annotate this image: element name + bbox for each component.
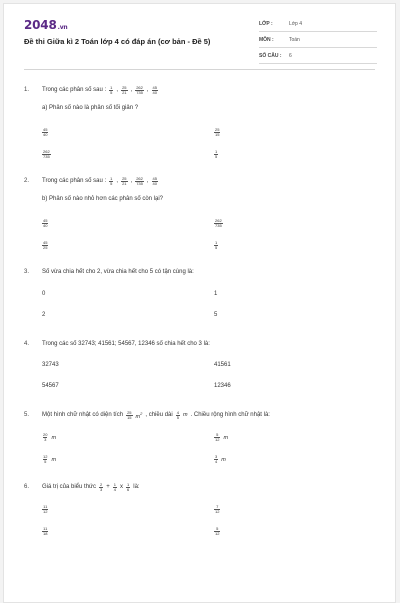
stem-text: Một hình chữ nhật có diện tích	[42, 412, 124, 418]
answer-option-a[interactable]	[42, 219, 48, 228]
meta-value: Toán	[289, 36, 300, 43]
header	[4, 4, 395, 70]
answer-option-d[interactable]	[214, 383, 231, 389]
answer-option-c[interactable]	[42, 241, 48, 250]
numerator: 20	[43, 432, 48, 437]
denominator: 6	[127, 486, 130, 492]
answer-option-d[interactable]	[214, 455, 226, 464]
answer-option-c[interactable]	[42, 383, 59, 389]
question-text: Giá trị của biểu thức $\frac{2}{3}$ + $\frac{1}{4}$ x $\frac{1}{6}$ là:	[42, 481, 140, 492]
meta-value: Lớp 4	[289, 20, 303, 27]
answer-option-d[interactable]	[214, 150, 218, 159]
denominator: 5	[215, 154, 218, 159]
option-fraction	[42, 241, 48, 250]
stem-text: Trong các phân số sau :	[42, 87, 107, 93]
unit: m	[51, 434, 57, 441]
unit: m	[221, 456, 226, 463]
question-text: Trong các phân số sau : $\frac{1}{5}$ , $\frac{25}{21}$ , $\frac{262}{735}$ , $\frac{45}{40}$	[42, 84, 157, 95]
question-number: 3.	[24, 269, 30, 275]
denominator: 3	[44, 437, 47, 442]
denominator: 5	[215, 245, 218, 250]
meta-key: LỚP :	[259, 20, 273, 27]
option-fraction	[214, 128, 220, 137]
option-fraction	[42, 505, 48, 514]
stem-fraction	[152, 86, 158, 95]
meta-table	[259, 16, 377, 64]
denominator: 12	[43, 509, 48, 514]
question-number: 4.	[24, 341, 30, 347]
denominator: 15	[215, 132, 220, 137]
logo-text: 2048	[24, 18, 57, 32]
answer-option-d[interactable]	[214, 312, 217, 318]
meta-key: SỐ CÂU :	[259, 52, 282, 59]
stem-text: Trong các phân số sau :	[42, 178, 107, 184]
stem-fraction	[121, 86, 127, 95]
numerator: 2	[100, 481, 103, 487]
denominator: 12	[215, 509, 220, 514]
question-text: Trong các số 32743; 41561; 54567, 12346 số chia hết cho 3 là:	[42, 341, 210, 347]
numerator: 1	[215, 240, 218, 245]
numerator: 25	[215, 127, 220, 132]
meta-row-class	[259, 16, 377, 32]
numerator: 5	[216, 432, 219, 437]
question-stem	[24, 84, 379, 96]
answer-option-b[interactable]	[214, 219, 223, 228]
denominator: 40	[43, 132, 48, 137]
question-number: 2.	[24, 178, 30, 184]
option-text: 12346	[214, 383, 231, 389]
option-text: 5	[214, 312, 218, 318]
option-text: 2	[42, 312, 46, 318]
answer-option-d[interactable]	[214, 241, 218, 250]
denominator: 40	[152, 89, 157, 95]
answer-option-c[interactable]	[42, 455, 56, 464]
question-1	[24, 84, 379, 113]
numerator: 25	[122, 84, 127, 90]
unit: m	[182, 412, 188, 418]
option-fraction	[42, 455, 48, 464]
option-fraction	[42, 527, 48, 536]
denominator: 4	[113, 486, 117, 492]
option-fraction	[214, 433, 220, 442]
stem-fraction	[135, 86, 144, 95]
numerator: 45	[43, 127, 48, 132]
answer-option-b[interactable]	[214, 433, 228, 442]
denominator: 21	[122, 89, 127, 95]
denominator: 5	[176, 414, 179, 420]
numerator: 45	[43, 240, 48, 245]
unit	[136, 411, 143, 420]
option-fraction	[214, 455, 218, 464]
denominator: 21	[122, 180, 127, 186]
numerator: 11	[43, 504, 48, 509]
denominator: 735	[43, 154, 50, 159]
denominator: 5	[110, 180, 113, 186]
answer-option-a[interactable]	[42, 362, 59, 368]
numerator: 25	[127, 409, 132, 415]
answer-option-c[interactable]	[42, 527, 48, 536]
area-fraction	[126, 411, 132, 420]
option-fraction	[42, 219, 48, 228]
question-subtext: a) Phân số nào là phân số tối giản ?	[42, 105, 139, 111]
denominator: 12	[215, 531, 220, 536]
answer-option-a[interactable]	[42, 128, 48, 137]
numerator: 5	[216, 526, 219, 531]
question-number: 1.	[24, 87, 30, 93]
question-3	[24, 266, 379, 278]
question-subtext: b) Phân số nào nhỏ hơn các phân số còn lại?	[42, 196, 164, 202]
numerator: 262	[43, 149, 50, 154]
option-text: 32743	[42, 362, 59, 368]
numerator: 1	[110, 175, 113, 181]
numerator: 25	[122, 175, 127, 181]
option-text: 0	[42, 291, 46, 297]
numerator: 1	[113, 481, 117, 487]
length-fraction	[176, 411, 180, 420]
option-fraction	[42, 150, 51, 159]
question-text: Số vừa chia hết cho 2, vừa chia hết cho 5 có tận cùng là:	[42, 269, 194, 275]
numerator: 45	[152, 175, 157, 181]
option-fraction	[214, 527, 220, 536]
numerator: 45	[43, 218, 48, 223]
option-text: 41561	[214, 362, 231, 368]
unit-exponent: 2	[140, 410, 143, 416]
expr-fraction	[99, 483, 103, 492]
option-fraction	[214, 241, 218, 250]
numerator: 4	[176, 409, 179, 415]
question-number: 5.	[24, 412, 30, 418]
denominator: 25	[43, 245, 48, 250]
numerator: 45	[152, 84, 157, 90]
answer-option-c[interactable]	[42, 312, 45, 318]
exam-sheet	[3, 3, 396, 603]
stem-fraction	[121, 177, 127, 186]
numerator: 1	[127, 481, 130, 487]
question-text	[42, 411, 270, 420]
question-2	[24, 175, 379, 204]
question-number: 6.	[24, 484, 30, 490]
stem-fraction	[135, 177, 144, 186]
numerator: 11	[43, 526, 48, 531]
stem-fraction	[109, 86, 113, 95]
answer-option-b[interactable]	[214, 362, 231, 368]
question-stem	[24, 266, 379, 278]
numerator: 1	[110, 84, 113, 90]
answer-option-a[interactable]	[42, 433, 56, 442]
answer-option-d[interactable]	[214, 527, 220, 536]
site-logo[interactable]	[24, 18, 67, 32]
option-fraction	[42, 128, 48, 137]
unit-text: m	[135, 413, 141, 420]
question-text: Trong các phân số sau : $\frac{1}{5}$ , $\frac{25}{21}$ , $\frac{262}{735}$ , $\frac{45}{40}$	[42, 175, 157, 186]
expr-fraction	[113, 483, 117, 492]
answer-option-a[interactable]	[42, 505, 48, 514]
denominator: 40	[152, 180, 157, 186]
question-stem	[24, 409, 379, 421]
denominator: 15	[127, 414, 132, 420]
stem-text: . Chiều rộng hình chữ nhật là:	[190, 412, 270, 418]
unit: m	[51, 456, 57, 463]
stem-text: , chiều dài	[145, 412, 173, 418]
denominator: 12	[215, 437, 220, 442]
meta-row-subject	[259, 32, 377, 48]
option-fraction	[214, 219, 223, 228]
numerator: 3	[215, 454, 218, 459]
denominator: 735	[215, 223, 222, 228]
logo-suffix: .vn	[57, 24, 68, 31]
question-stem	[24, 338, 379, 350]
answer-option-c[interactable]	[42, 150, 51, 159]
numerator: 262	[215, 218, 222, 223]
meta-key: MÔN :	[259, 36, 274, 43]
numerator: 7	[216, 504, 219, 509]
denominator: 735	[136, 89, 143, 95]
numerator: 262	[136, 175, 143, 181]
unit: m	[223, 434, 229, 441]
answer-option-b[interactable]	[214, 291, 217, 297]
question-stem	[24, 481, 379, 493]
stem-text: là:	[133, 484, 140, 490]
numerator: 262	[136, 84, 143, 90]
stem-fraction	[152, 177, 158, 186]
question-stem	[24, 175, 379, 187]
option-fraction	[214, 150, 218, 159]
meta-value: 6	[289, 52, 292, 59]
denominator: 18	[43, 531, 48, 536]
option-fraction	[42, 433, 48, 442]
denominator: 735	[136, 180, 143, 186]
option-fraction	[214, 505, 220, 514]
header-divider	[24, 69, 375, 70]
expr-fraction	[126, 483, 130, 492]
denominator: 5	[44, 459, 47, 464]
denominator: 3	[100, 486, 103, 492]
denominator: 5	[110, 89, 113, 95]
stem-text: Giá trị của biểu thức	[42, 484, 97, 490]
numerator: 12	[43, 454, 48, 459]
answer-option-a[interactable]	[42, 291, 45, 297]
meta-row-count	[259, 48, 377, 64]
denominator: 4	[215, 459, 218, 464]
question-6	[24, 481, 379, 493]
option-text: 54567	[42, 383, 59, 389]
option-text: 1	[214, 291, 218, 297]
answer-option-b[interactable]	[214, 505, 220, 514]
question-4	[24, 338, 379, 350]
denominator: 40	[43, 223, 48, 228]
question-5	[24, 409, 379, 421]
page-title: Đề thi Giữa kì 2 Toán lớp 4 có đáp án (cơ bản - Đề 5)	[24, 37, 211, 46]
answer-option-b[interactable]	[214, 128, 220, 137]
numerator: 1	[215, 149, 218, 154]
stem-fraction	[109, 177, 113, 186]
